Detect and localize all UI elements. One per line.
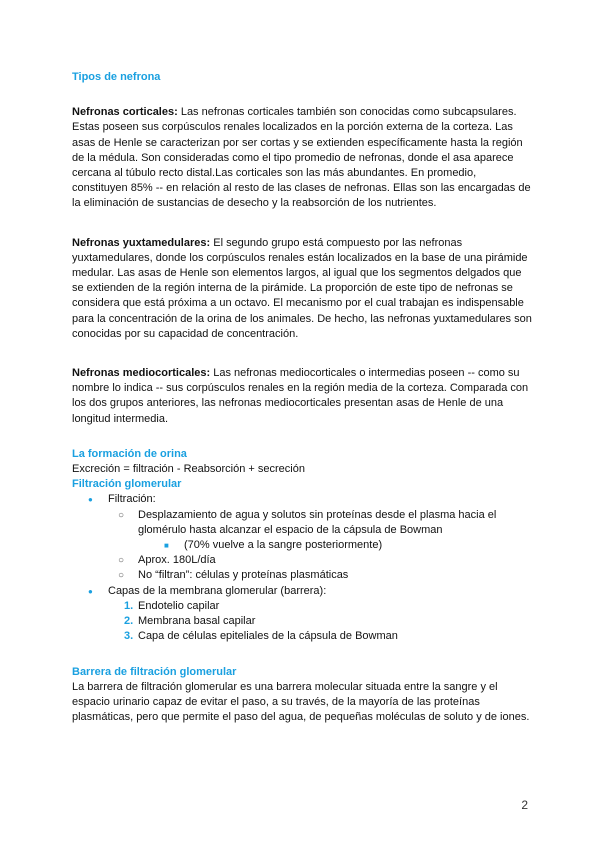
paragraph-barrera-filtracion: La barrera de filtración glomerular es una barrera molecular situada entre la sangre y el espacio urinario capaz de evitar el paso, a su través, de la mayoría de las proteínas plasmáticas, pero que permite el paso del agua, de pequeñas moléculas de soluto y de iones. bbox=[72, 680, 530, 724]
layer-number-3: 3. bbox=[124, 630, 134, 643]
layer-text-1: Endotelio capilar bbox=[138, 599, 220, 612]
formula-excrecion: Excreción = filtración - Reabsorción + secreción bbox=[72, 463, 305, 476]
paragraph-nefronas-corticales bbox=[72, 105, 532, 211]
text-nefronas-yuxtamedulares: El segundo grupo está compuesto por las nefronas yuxtamedulares, donde los corpúsculos renales están localizados en la base de una pirámide medular. Las asas de Henle son elementos largos, al igual que los segmentos delgados que se extienden de la región interna de la pirámide. La proporción de este tipo de nefronas se considera que está próxima a un octavo. El mecanismo por el cual trabajan es indispensable para la concentración de la orina de los animales. De hecho, las nefronas yuxtamedulares son conocidas por su capacidad de concentración. bbox=[72, 236, 532, 340]
text-nefronas-corticales: Las nefronas corticales también son conocidas como subcapsulares. Estas poseen sus corpúsculos renales localizados en la porción externa de la corteza. Las asas de Henle se caracterizan por ser cortas y se extienden específicamente hasta la región de la médula. Son consideradas como el tipo promedio de nefronas, donde el asa aparece cercana al túbulo recto distal.Las corticales son las más abundantes. En promedio, constituyen 85% -- en relación al resto de las clases de nefronas. Ellas son las encargadas de la eliminación de sustancias de desecho y la reabsorción de los nutrientes. bbox=[72, 106, 531, 210]
text-nefronas-mediocorticales: Las nefronas mediocorticales o intermedias poseen -- como su nombre lo indica -- sus corpúsculos renales en la región media de la corteza. Comparada con los dos grupos anteriores, las nefronas mediocorticales presentan asas de Henle de una longitud intermedia. bbox=[72, 367, 529, 425]
layer-text-2: Membrana basal capilar bbox=[138, 615, 256, 628]
list-item-70-percent: ■ (70% vuelve a la sangre posteriormente) bbox=[164, 538, 532, 553]
list-item-no-filtran: ○ No “filtran”: células y proteínas plasmáticas bbox=[118, 568, 532, 583]
document-body bbox=[72, 70, 532, 725]
layer-number-1: 1. bbox=[124, 599, 134, 612]
label-nefronas-yuxtamedulares: Nefronas yuxtamedulares: bbox=[72, 236, 211, 249]
heading-filtracion-glomerular: Filtración glomerular bbox=[72, 478, 182, 491]
list-item-capas: ● Capas de la membrana glomerular (barrera): bbox=[86, 584, 532, 599]
layer-number-2: 2. bbox=[124, 615, 134, 628]
label-nefronas-mediocorticales: Nefronas mediocorticales: bbox=[72, 367, 211, 380]
page-number: 2 bbox=[521, 798, 528, 812]
filtration-list bbox=[72, 492, 532, 644]
label-nefronas-corticales: Nefronas corticales: bbox=[72, 106, 178, 119]
paragraph-nefronas-mediocorticales bbox=[72, 366, 532, 427]
heading-formacion-de-orina: La formación de orina bbox=[72, 447, 187, 460]
list-item-desplazamiento: ○ Desplazamiento de agua y solutos sin proteínas desde el plasma hacia el glomérulo hasta alcanzar el espacio de la cápsula de Bowman bbox=[118, 508, 532, 538]
paragraph-nefronas-yuxtamedulares bbox=[72, 236, 532, 342]
layer-text-3: Capa de células epiteliales de la cápsula de Bowman bbox=[138, 630, 398, 643]
list-item-layer-3 bbox=[118, 629, 532, 644]
heading-tipos-de-nefrona: Tipos de nefrona bbox=[72, 71, 161, 83]
list-item-layer-1 bbox=[118, 599, 532, 614]
list-item-aprox: ○ Aprox. 180L/día bbox=[118, 553, 532, 568]
list-item-layer-2 bbox=[118, 614, 532, 629]
heading-barrera-filtracion: Barrera de filtración glomerular bbox=[72, 665, 237, 678]
list-item-filtracion: ● Filtración: bbox=[86, 492, 532, 507]
